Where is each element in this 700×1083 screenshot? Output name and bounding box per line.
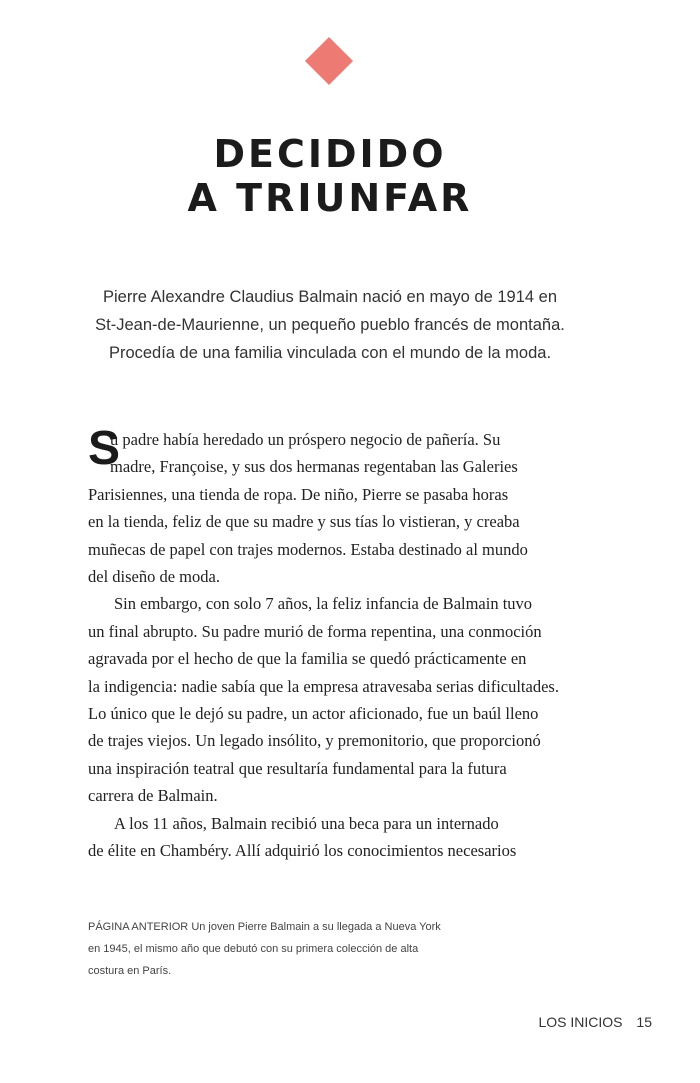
section-name: LOS INICIOS [538,1014,623,1030]
page-footer [539,1014,653,1030]
photo-caption [88,916,548,982]
diamond-ornament-icon [305,37,353,85]
body-line: un final abrupto. Su padre murió de forma repentina, una conmoción [88,621,542,641]
chapter-title-line-1: DECIDIDO [213,132,447,176]
intro-paragraph [60,283,600,367]
chapter-title [0,132,660,220]
body-line: de trajes viejos. Un legado insólito, y premonitorio, que proporcionó [88,731,541,751]
body-text [88,422,628,865]
intro-line-3: Procedía de una familia vinculada con el mundo de la moda. [108,344,552,362]
caption-label: PÁGINA ANTERIOR [88,921,189,933]
caption-text: Un joven Pierre Balmain a su llegada a Nueva York [191,921,441,933]
body-line: muñecas de papel con trajes modernos. Estaba destinado al mundo [88,539,528,559]
drop-cap: S [88,422,121,475]
body-line: en la tienda, feliz de que su madre y sus tías lo vistieran, y creaba [88,512,520,532]
body-line: de élite en Chambéry. Allí adquirió los conocimientos necesarios [88,841,517,861]
body-line: A los 11 años, Balmain recibió una beca para un internado [114,813,499,833]
body-line: Sin embargo, con solo 7 años, la feliz infancia de Balmain tuvo [114,594,533,614]
body-line: carrera de Balmain. [88,786,218,806]
body-line: Lo único que le dejó su padre, un actor aficionado, fue un baúl lleno [88,704,539,724]
caption-line-3: costura en París. [88,965,172,977]
caption-line-2: en 1945, el mismo año que debutó con su primera colección de alta [88,943,419,955]
chapter-title-line-2: A TRIUNFAR [187,176,473,220]
body-line: del diseño de moda. [88,567,220,587]
body-line: madre, Françoise, y sus dos hermanas regentaban las Galeries [110,457,518,477]
caption-line-1 [88,916,548,938]
page-number: 15 [636,1014,652,1030]
body-line: Parisiennes, una tienda de ropa. De niño, Pierre se pasaba horas [88,484,509,504]
body-line: agravada por el hecho de que la familia se quedó prácticamente en [88,649,527,669]
intro-line-2: St-Jean-de-Maurienne, un pequeño pueblo francés de montaña. [95,316,565,334]
body-line: la indigencia: nadie sabía que la empresa atravesaba serias dificultades. [88,676,559,696]
body-line-text: u padre había heredado un próspero negocio de pañería. Su [110,430,501,449]
intro-line-1: Pierre Alexandre Claudius Balmain nació en mayo de 1914 en [102,288,558,306]
body-line: una inspiración teatral que resultaría fundamental para la futura [88,758,507,778]
